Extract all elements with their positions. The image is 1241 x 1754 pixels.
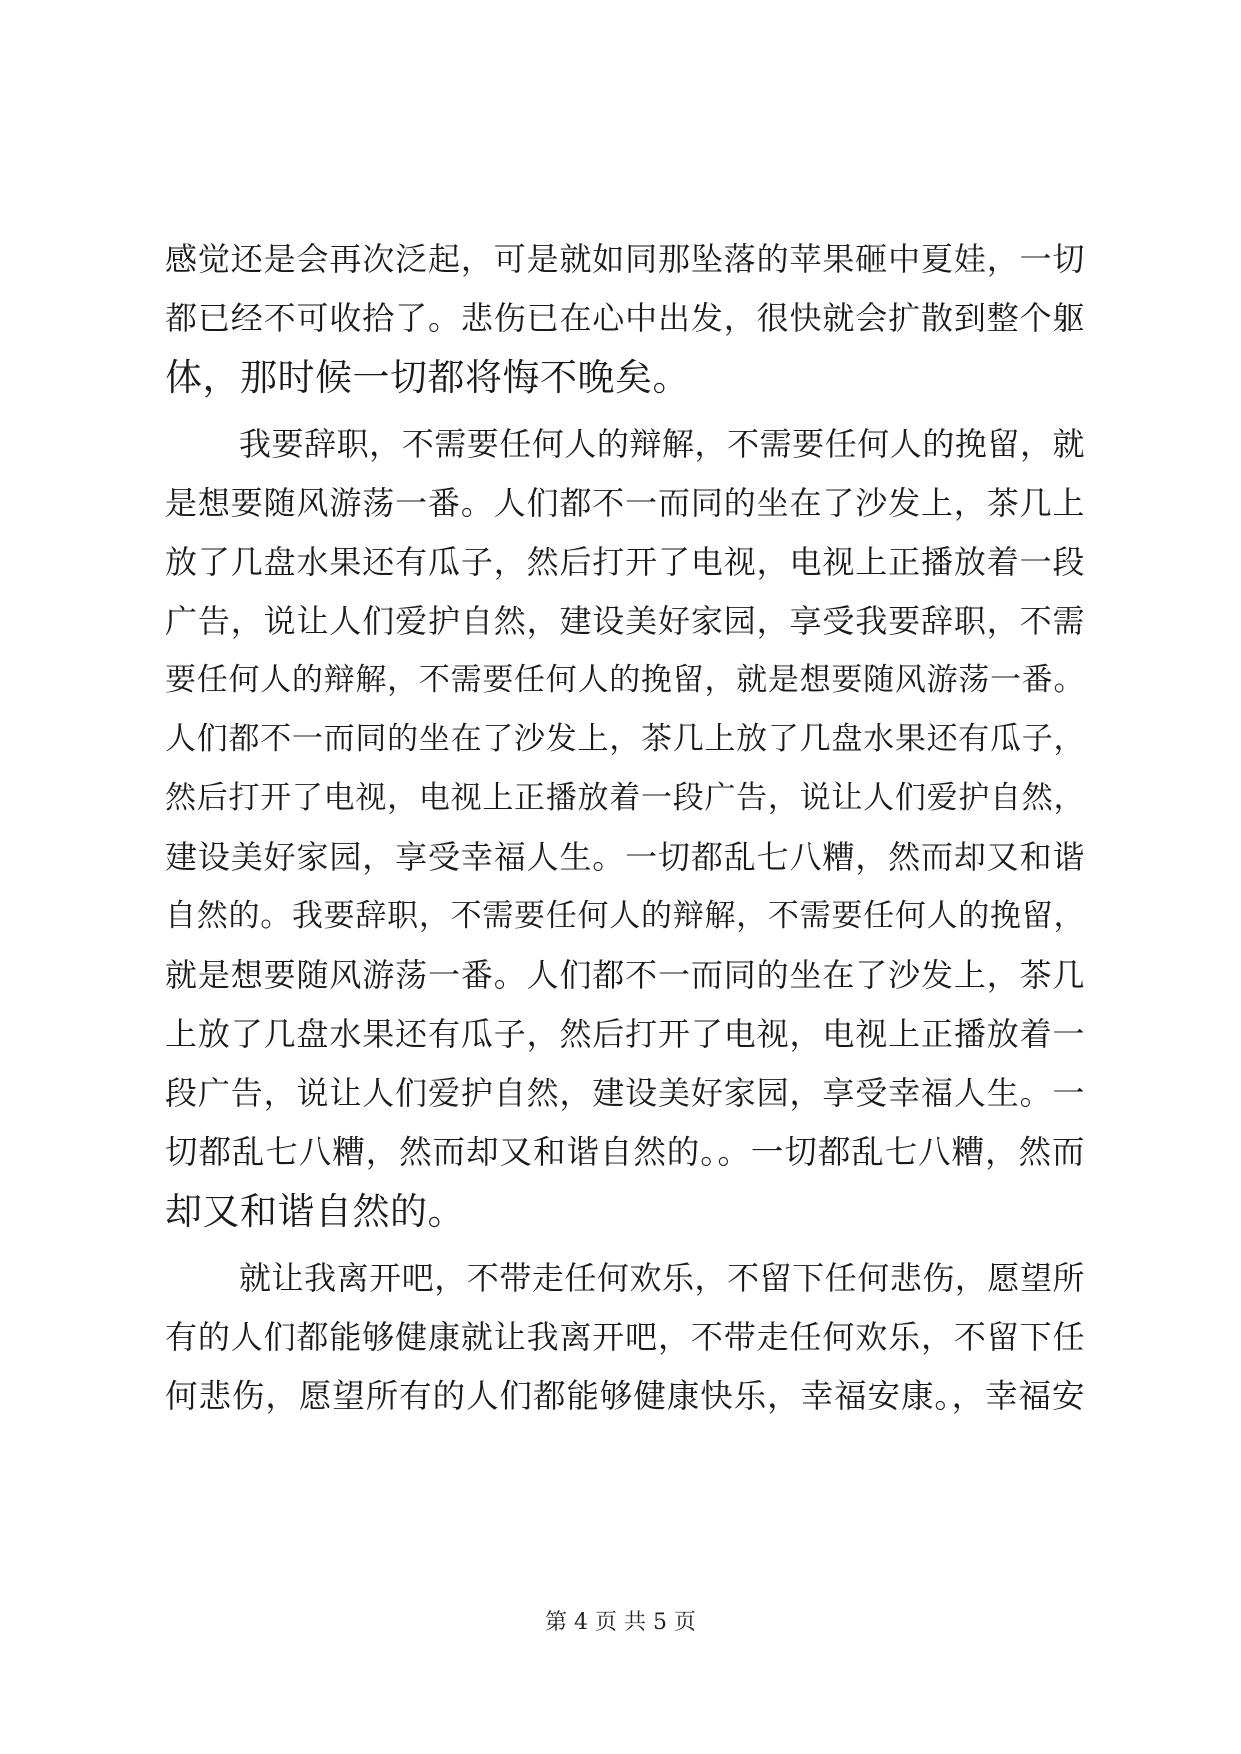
text-line: 广告，说让人们爱护自然，建设美好家园，享受我要辞职，不需	[165, 602, 1085, 640]
text-line: 切都乱七八糟，然而却又和谐自然的。。一切都乱七八糟，然而	[165, 1133, 1085, 1171]
text-line: 有的人们都能够健康就让我离开吧，不带走任何欢乐，不留下任	[165, 1318, 1085, 1356]
paragraph-gap	[165, 407, 1085, 415]
paragraph-gap	[165, 1241, 1085, 1249]
text-line: 自然的。我要辞职，不需要任何人的辩解，不需要任何人的挽留，	[165, 898, 1085, 934]
text-line: 人们都不一而同的坐在了沙发上，茶几上放了几盘水果还有瓜子，	[165, 721, 1085, 757]
document-body	[165, 230, 1085, 1426]
text-line: 体，那时候一切都将悔不晚矣。	[165, 356, 690, 399]
text-line: 然后打开了电视，电视上正播放着一段广告，说让人们爱护自然，	[165, 780, 1085, 816]
text-line: 何悲伤，愿望所有的人们都能够健康快乐，幸福安康。，幸福安	[165, 1377, 1085, 1415]
page-number-footer: 第 4 页 共 5 页	[545, 1610, 696, 1635]
text-line: 却又和谐自然的。	[165, 1190, 465, 1233]
text-line: 段广告，说让人们爱护自然，建设美好家园，享受幸福人生。一	[165, 1074, 1085, 1112]
text-line: 都已经不可收拾了。悲伤已在心中出发，很快就会扩散到整个躯	[165, 299, 1085, 337]
text-line: 就是想要随风游荡一番。人们都不一而同的坐在了沙发上，茶几	[165, 956, 1085, 994]
text-line: 是想要随风游荡一番。人们都不一而同的坐在了沙发上，茶几上	[165, 484, 1085, 522]
text-line: 感觉还是会再次泛起，可是就如同那坠落的苹果砸中夏娃，一切	[165, 240, 1085, 278]
text-line: 上放了几盘水果还有瓜子，然后打开了电视，电视上正播放着一	[165, 1015, 1085, 1053]
text-line: 就让我离开吧，不带走任何欢乐，不留下任何悲伤，愿望所	[239, 1259, 1085, 1297]
text-line: 建设美好家园，享受幸福人生。一切都乱七八糟，然而却又和谐	[165, 838, 1085, 876]
text-line: 要任何人的辩解，不需要任何人的挽留，就是想要随风游荡一番。	[165, 662, 1085, 698]
text-line: 我要辞职，不需要任何人的辩解，不需要任何人的挽留，就	[239, 425, 1085, 463]
text-line: 放了几盘水果还有瓜子，然后打开了电视，电视上正播放着一段	[165, 543, 1085, 581]
